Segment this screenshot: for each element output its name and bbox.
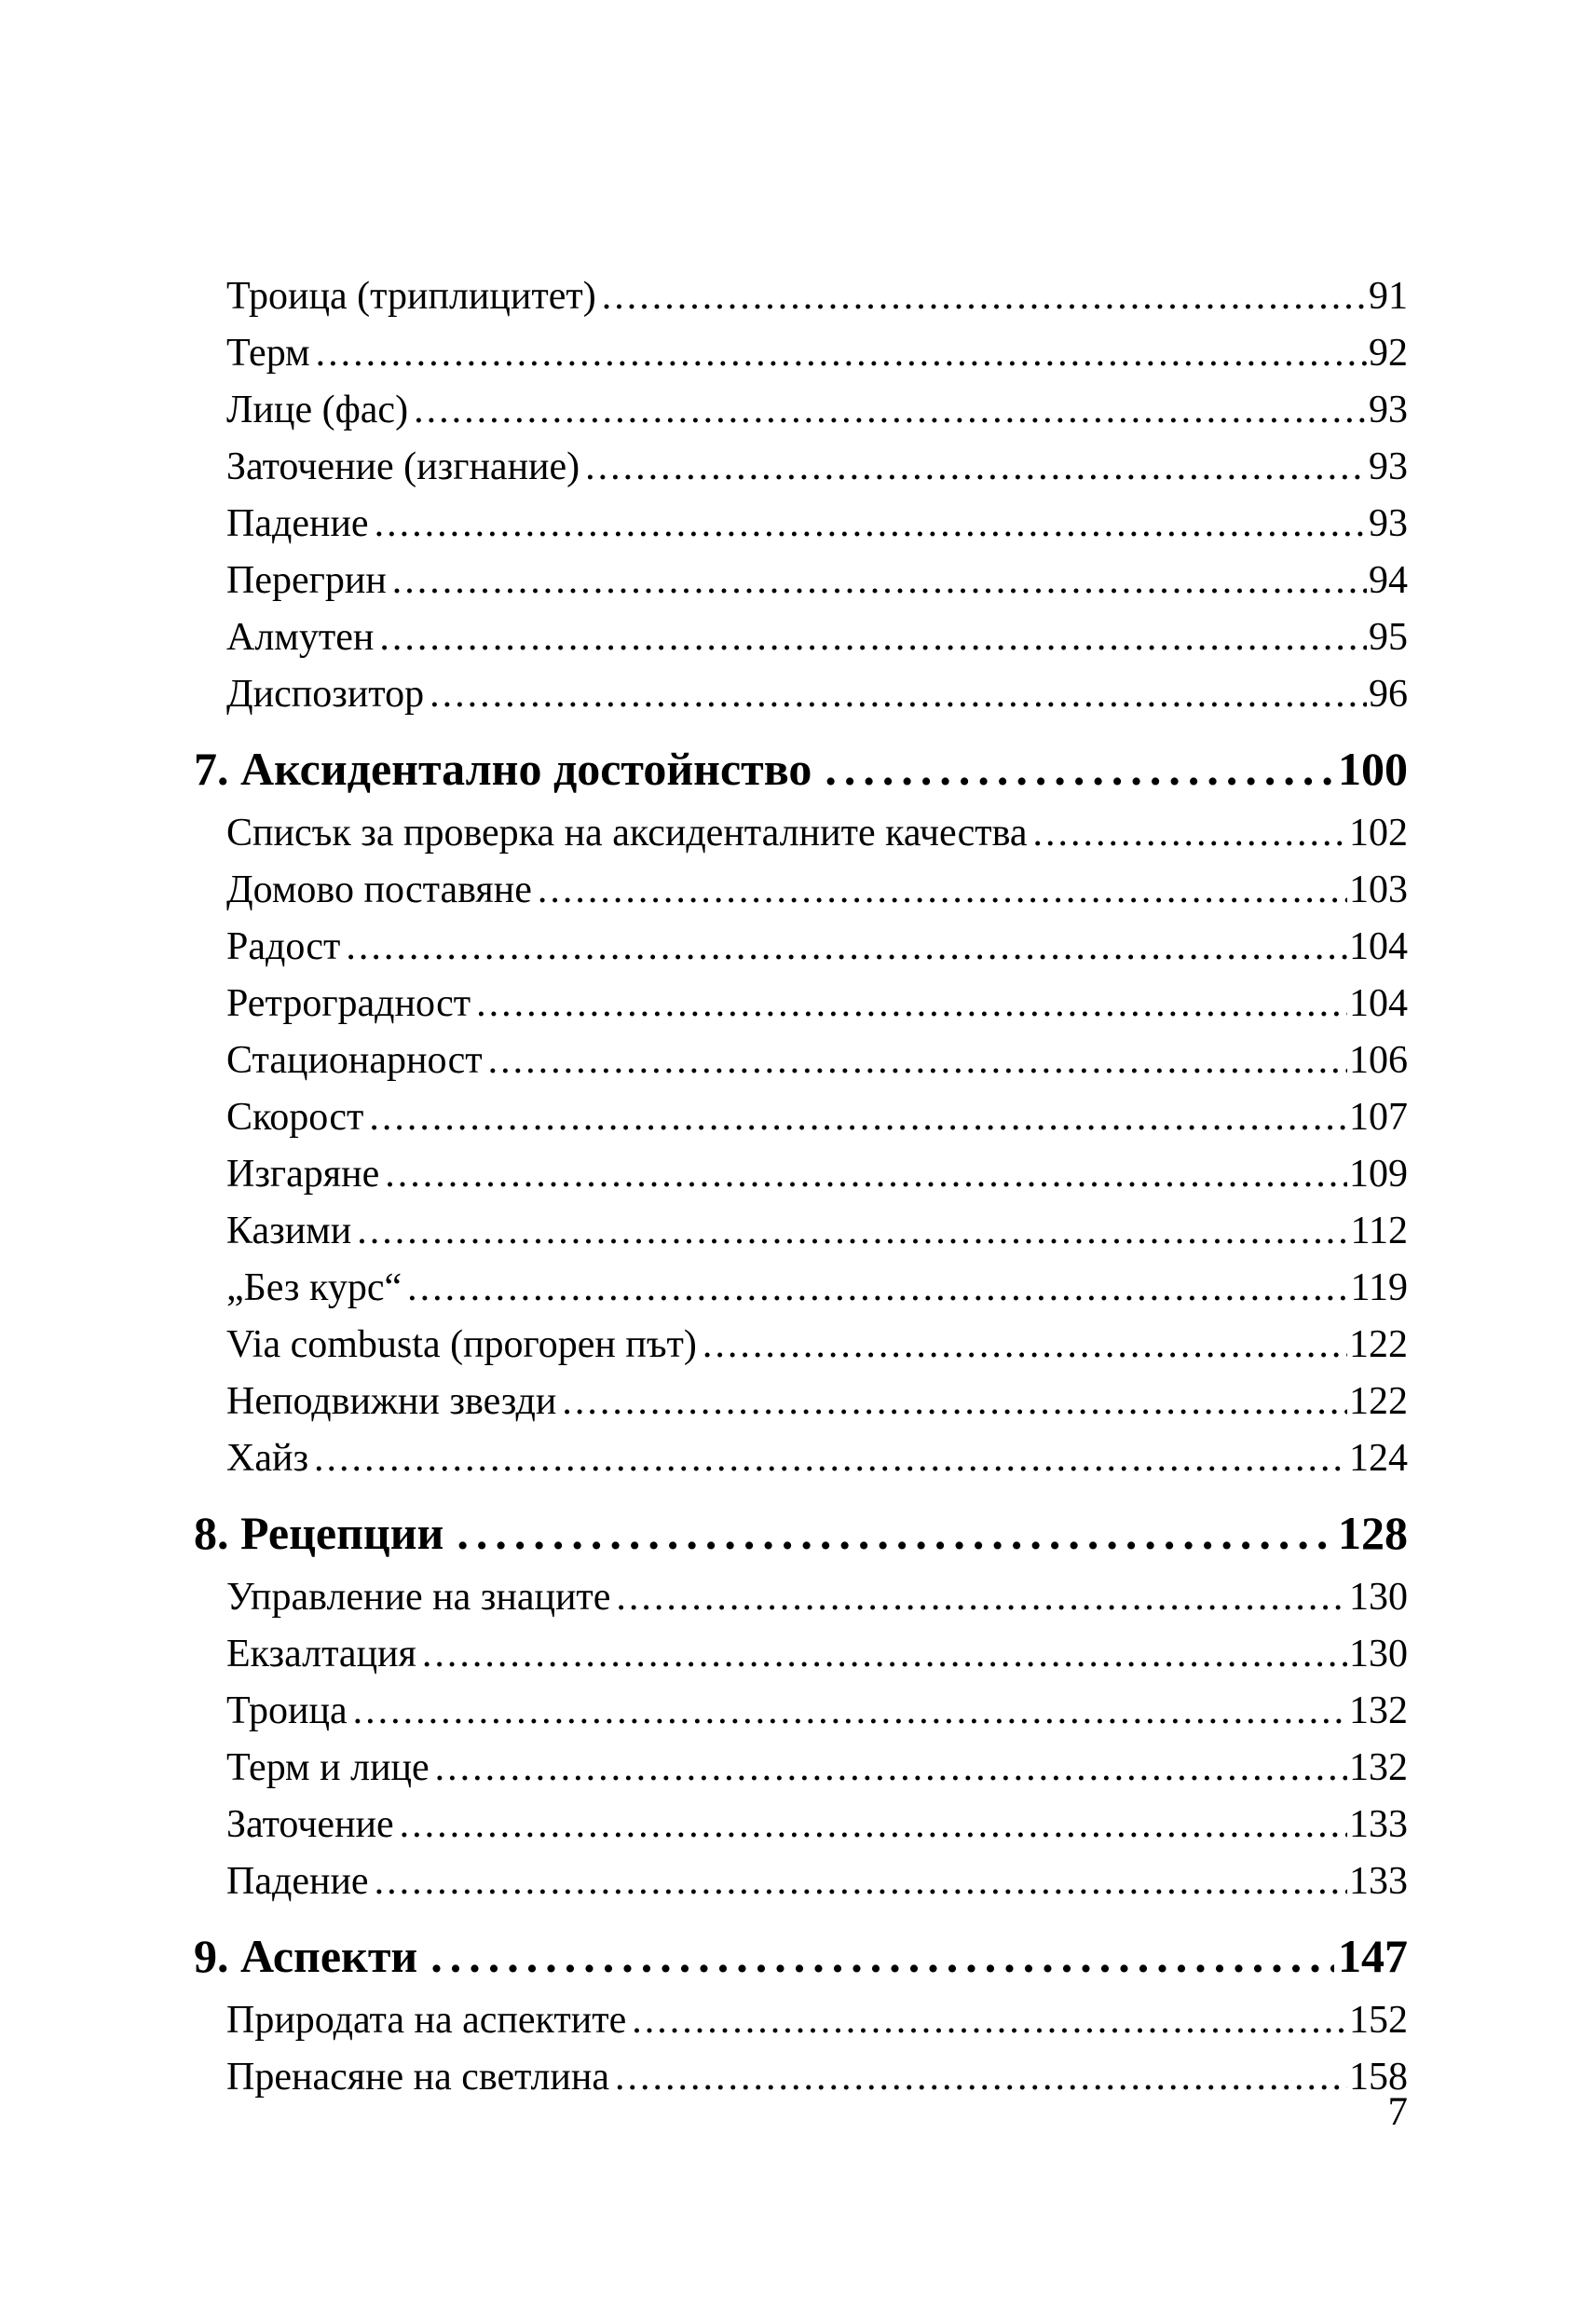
toc-entry-label: Домово поставяне <box>226 868 532 911</box>
dot-leader-icon <box>538 862 1347 919</box>
dot-leader-icon <box>825 732 1334 805</box>
dot-leader-icon <box>562 1374 1347 1430</box>
toc-entry-page: 152 <box>1349 1999 1408 2042</box>
toc-entry-label: Диспозитор <box>226 673 425 716</box>
toc-entry-page: 104 <box>1349 925 1408 968</box>
dot-leader-icon <box>369 1089 1347 1146</box>
toc-entry-row <box>194 1430 1408 1487</box>
toc-entry-label: Неподвижни звезди <box>226 1380 557 1423</box>
toc-entry-row <box>194 1626 1408 1683</box>
dot-leader-icon <box>414 382 1367 439</box>
toc-entry-page: 130 <box>1349 1576 1408 1619</box>
toc-entry-page: 91 <box>1369 275 1408 318</box>
toc-entry-page: 107 <box>1349 1096 1408 1139</box>
toc-entry-row <box>194 2049 1408 2106</box>
toc-entry-page: 158 <box>1349 2056 1408 2099</box>
dot-leader-icon <box>392 553 1367 609</box>
toc-entry-label: Терм <box>226 332 310 375</box>
toc-entry-page: 122 <box>1349 1380 1408 1423</box>
dot-leader-icon <box>385 1146 1347 1203</box>
page-number: 7 <box>1387 2090 1408 2134</box>
dot-leader-icon <box>602 268 1367 325</box>
toc-chapter-row <box>194 732 1408 805</box>
toc-entry-label: Падение <box>226 502 369 545</box>
toc-entry-label: Управление на знаците <box>226 1576 611 1619</box>
toc-entry-row <box>194 805 1408 862</box>
toc-entry-row <box>194 382 1408 439</box>
toc-entry-row <box>194 1797 1408 1853</box>
toc-chapter-page: 100 <box>1338 743 1408 795</box>
toc-entry-label: Заточение <box>226 1803 394 1846</box>
toc-chapter-row <box>194 1920 1408 1992</box>
dot-leader-icon <box>632 1992 1347 2049</box>
toc-chapter-page: 128 <box>1338 1507 1408 1559</box>
dot-leader-icon <box>616 1569 1347 1626</box>
toc-entry-label: Перегрин <box>226 559 387 602</box>
toc-entry-row <box>194 976 1408 1032</box>
dot-leader-icon <box>430 666 1367 723</box>
toc-entry-row <box>194 862 1408 919</box>
toc-entry-page: 103 <box>1349 868 1408 911</box>
toc-entry-label: Пренасяне на светлина <box>226 2056 610 2099</box>
dot-leader-icon <box>353 1683 1347 1740</box>
toc-entry-page: 102 <box>1349 812 1408 855</box>
dot-leader-icon <box>476 976 1347 1032</box>
toc-entry-page: 93 <box>1369 502 1408 545</box>
toc-entry-row <box>194 666 1408 723</box>
dot-leader-icon <box>346 919 1347 976</box>
dot-leader-icon <box>430 1920 1334 1992</box>
toc-entry-row <box>194 1740 1408 1797</box>
toc-entry-row <box>194 1569 1408 1626</box>
toc-entry-label: Via combusta (прогорен път) <box>226 1323 697 1366</box>
toc-entry-row <box>194 1317 1408 1374</box>
toc-entry-label: Троица (триплицитет) <box>226 275 596 318</box>
toc-entry-row <box>194 1853 1408 1910</box>
toc-chapter-page: 147 <box>1338 1930 1408 1982</box>
toc-entry-row <box>194 1203 1408 1260</box>
dot-leader-icon <box>422 1626 1347 1683</box>
toc-entry-label: Заточение (изгнание) <box>226 445 580 488</box>
toc-entry-page: 119 <box>1350 1266 1408 1309</box>
toc-entry-label: Казими <box>226 1210 352 1252</box>
toc-entry-row <box>194 1032 1408 1089</box>
toc-chapter-label: 7. Аксидентално достойнство <box>194 743 812 795</box>
toc-entry-page: 94 <box>1369 559 1408 602</box>
toc-entry-page: 93 <box>1369 389 1408 431</box>
toc-entry-page: 109 <box>1349 1153 1408 1196</box>
toc-entry-label: Троица <box>226 1689 348 1732</box>
toc-entry-label: Стационарност <box>226 1039 483 1082</box>
toc-entry-row <box>194 439 1408 496</box>
toc-entry-page: 95 <box>1369 616 1408 659</box>
toc-entry-page: 132 <box>1349 1689 1408 1732</box>
dot-leader-icon <box>435 1740 1347 1797</box>
dot-leader-icon <box>488 1032 1347 1089</box>
toc-entry-label: Изгаряне <box>226 1153 380 1196</box>
toc-entry-label: Природата на аспектите <box>226 1999 627 2042</box>
toc-chapter-label: 9. Аспекти <box>194 1930 418 1982</box>
toc-entry-label: „Без курс“ <box>226 1266 402 1309</box>
toc-entry-label: Терм и лице <box>226 1746 430 1789</box>
toc-entry-label: Хайз <box>226 1437 309 1480</box>
toc-entry-row <box>194 1992 1408 2049</box>
toc-entry-row <box>194 1683 1408 1740</box>
toc-entry-row <box>194 325 1408 382</box>
toc-entry-row <box>194 609 1408 666</box>
dot-leader-icon <box>357 1203 1348 1260</box>
toc-entry-row <box>194 919 1408 976</box>
toc-entry-label: Списък за проверка на аксиденталните качества <box>226 812 1028 855</box>
toc-entry-page: 133 <box>1349 1860 1408 1903</box>
toc-entry-row <box>194 496 1408 553</box>
toc-entry-page: 133 <box>1349 1803 1408 1846</box>
toc-entry-page: 96 <box>1369 673 1408 716</box>
toc-entry-page: 104 <box>1349 982 1408 1025</box>
toc-entry-page: 92 <box>1369 332 1408 375</box>
toc-list <box>194 268 1408 2106</box>
dot-leader-icon <box>615 2049 1347 2106</box>
toc-entry-page: 132 <box>1349 1746 1408 1789</box>
toc-entry-row <box>194 1146 1408 1203</box>
toc-entry-label: Радост <box>226 925 341 968</box>
toc-entry-page: 124 <box>1349 1437 1408 1480</box>
toc-chapter-row <box>194 1497 1408 1569</box>
toc-entry-label: Екзалтация <box>226 1633 416 1675</box>
toc-entry-label: Лице (фас) <box>226 389 409 431</box>
dot-leader-icon <box>316 325 1367 382</box>
dot-leader-icon <box>1033 805 1347 862</box>
toc-chapter-label: 8. Рецепции <box>194 1507 444 1559</box>
toc-entry-label: Алмутен <box>226 616 375 659</box>
toc-entry-page: 130 <box>1349 1633 1408 1675</box>
toc-entry-page: 93 <box>1369 445 1408 488</box>
dot-leader-icon <box>314 1430 1347 1487</box>
toc-entry-label: Падение <box>226 1860 369 1903</box>
toc-entry-row <box>194 1374 1408 1430</box>
dot-leader-icon <box>407 1260 1348 1317</box>
dot-leader-icon <box>585 439 1367 496</box>
toc-entry-page: 106 <box>1349 1039 1408 1082</box>
dot-leader-icon <box>375 1853 1347 1910</box>
dot-leader-icon <box>457 1497 1334 1569</box>
toc-entry-row <box>194 1089 1408 1146</box>
dot-leader-icon <box>703 1317 1347 1374</box>
toc-entry-page: 112 <box>1350 1210 1408 1252</box>
dot-leader-icon <box>375 496 1367 553</box>
dot-leader-icon <box>379 609 1367 666</box>
toc-entry-row <box>194 553 1408 609</box>
dot-leader-icon <box>400 1797 1347 1853</box>
toc-entry-label: Ретроградност <box>226 982 471 1025</box>
toc-entry-page: 122 <box>1349 1323 1408 1366</box>
toc-entry-label: Скорост <box>226 1096 364 1139</box>
toc-entry-row <box>194 268 1408 325</box>
toc-entry-row <box>194 1260 1408 1317</box>
